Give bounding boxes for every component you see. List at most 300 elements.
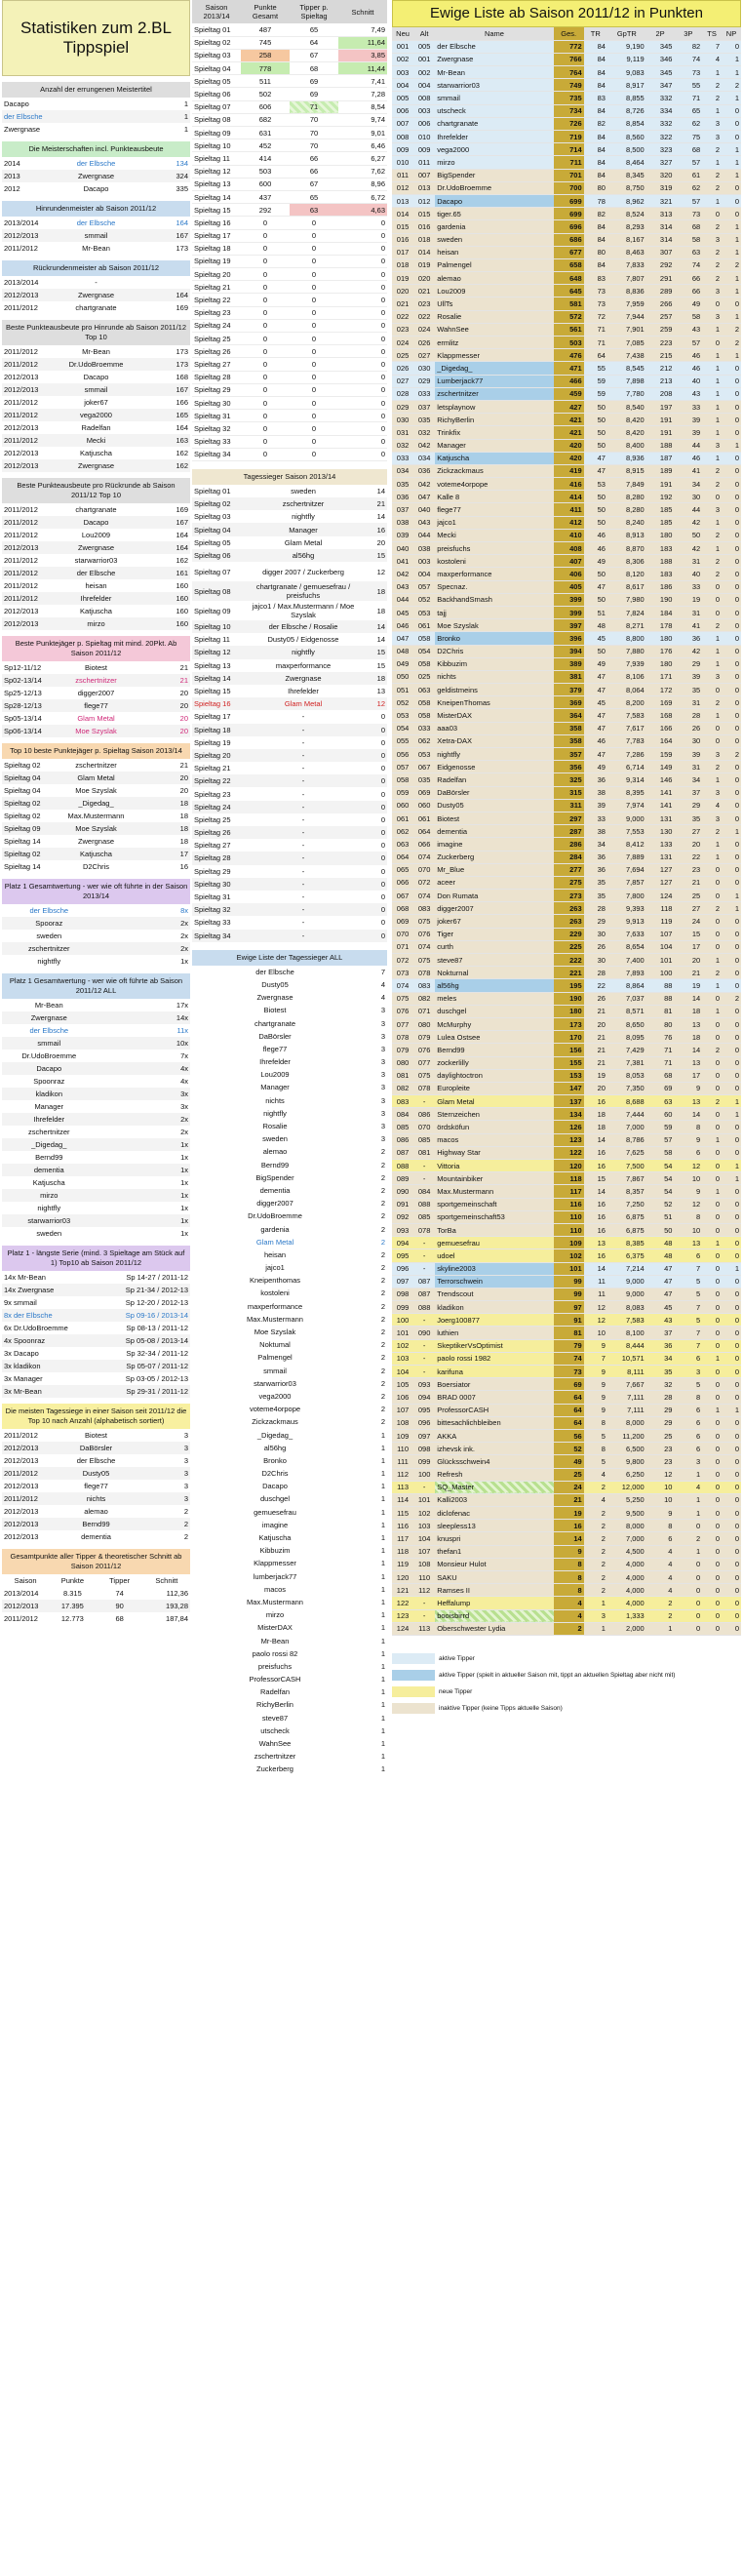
table-cell: 20	[179, 786, 188, 795]
player-name: gemuesefrau	[435, 1237, 554, 1249]
table-cell: 73	[584, 285, 607, 297]
table-row	[192, 1081, 387, 1093]
table-cell: 7,28	[338, 88, 387, 100]
player-name: letsplaynow	[435, 400, 554, 413]
table-cell: 9	[584, 1339, 607, 1352]
table-cell: 14	[674, 992, 702, 1005]
table-cell: Spieltag 31	[194, 892, 231, 902]
table-cell: 0	[722, 838, 741, 851]
table-cell: Sp 29-31 / 2011-12	[97, 1385, 191, 1398]
table-cell: 2	[702, 246, 722, 258]
table-cell: 49	[554, 1455, 584, 1468]
player-name: imagine	[435, 838, 554, 851]
table-cell: 10	[646, 1493, 675, 1506]
player-name: ermlitz	[435, 337, 554, 349]
table-cell: 3	[702, 812, 722, 824]
table-row	[192, 878, 387, 891]
table-cell: Ihrefelder	[288, 687, 319, 696]
table-cell: Spieltag 28	[192, 852, 237, 864]
column-header: Alt	[413, 27, 435, 40]
table-cell: 0	[722, 1198, 741, 1210]
table-cell: 12	[370, 697, 387, 710]
table-cell: 9	[584, 1366, 607, 1378]
table-row	[192, 1171, 387, 1184]
table-row	[2, 217, 190, 229]
table-cell: 28	[584, 967, 607, 979]
table-cell: 081	[392, 1069, 413, 1082]
table-cell: 65	[674, 104, 702, 117]
table-cell: 4,000	[607, 1558, 646, 1570]
table-cell: 050	[392, 670, 413, 683]
table-cell: 39	[674, 414, 702, 426]
table-cell: steve87	[261, 1713, 289, 1723]
table-cell: 8	[646, 1520, 675, 1532]
player-name: Max.Mustermann	[435, 1185, 554, 1198]
table-cell: 019	[392, 272, 413, 285]
table-cell: 084	[392, 1108, 413, 1121]
player-name: Kibbuzim	[435, 657, 554, 670]
section-header: Platz 1 - längste Serie (mind. 3 Spieltage am Stück auf 1) Top10 ab Saison 2011/12	[2, 1246, 190, 1271]
table-cell: 3	[128, 1442, 190, 1454]
table-cell: 0	[722, 194, 741, 207]
table-cell: 97	[554, 1301, 584, 1314]
table-cell: 042	[413, 439, 435, 452]
table-row	[2, 1011, 190, 1024]
table-cell: 39	[674, 670, 702, 683]
table-cell: 0	[722, 529, 741, 541]
table-row	[392, 709, 741, 722]
table-cell: 064	[392, 851, 413, 863]
table-cell: Spieltag 10	[192, 139, 241, 152]
player-name: Zwergnase	[435, 53, 554, 65]
player-name: SAKU	[435, 1571, 554, 1584]
table-cell: 19	[584, 1069, 607, 1082]
table-row	[192, 410, 387, 422]
table-cell: 9,000	[607, 812, 646, 824]
table-row	[2, 1467, 190, 1480]
table-cell: -	[413, 1609, 435, 1622]
table-cell: 0	[241, 435, 290, 448]
table-cell: 7,429	[607, 1044, 646, 1056]
table-cell: 2	[380, 1314, 385, 1324]
table	[2, 503, 190, 630]
table-cell: 085	[392, 1121, 413, 1133]
table-cell: 11	[584, 1288, 607, 1300]
table-cell: Dr.UdoBroemme	[248, 1211, 302, 1221]
player-name: TorBa	[435, 1223, 554, 1236]
table-cell: 48	[646, 1249, 675, 1262]
table-cell: 4,000	[607, 1571, 646, 1584]
table-cell: 0	[702, 1520, 722, 1532]
table-cell: 0	[241, 383, 290, 396]
table-cell: 1	[702, 349, 722, 362]
table-cell: 1	[722, 285, 741, 297]
table-cell: 0	[722, 542, 741, 555]
table-cell: 3	[183, 1431, 188, 1440]
table-cell: Sp02-13/14	[2, 674, 64, 687]
table-row	[2, 1176, 190, 1189]
table-row	[2, 447, 190, 459]
table-cell: Spieltag 15	[192, 204, 241, 217]
table-cell: 1x	[180, 1153, 188, 1162]
table-cell: 0	[702, 1288, 722, 1300]
table-row	[392, 337, 741, 349]
table-cell: 10,571	[607, 1352, 646, 1365]
table-cell: 065	[392, 863, 413, 876]
table-cell: 0	[702, 1223, 722, 1236]
table-cell: 59	[646, 1121, 675, 1133]
table-cell: smmail	[2, 1037, 97, 1050]
table-cell: 325	[554, 773, 584, 786]
table-cell: 2012/2013	[4, 1532, 39, 1541]
table-row	[192, 1428, 387, 1441]
table-cell: 0	[702, 1160, 722, 1172]
table-cell: 0	[722, 1507, 741, 1520]
player-name: _Digedag_	[435, 362, 554, 375]
table-cell: 098	[413, 1443, 435, 1455]
table-cell: 714	[554, 143, 584, 156]
section-header: Hinrundenmeister ab Saison 2011/12	[2, 201, 190, 217]
table-cell: 0	[674, 1622, 702, 1635]
table-cell: 8,854	[607, 117, 646, 130]
table-row	[392, 194, 741, 207]
table-cell: 097	[413, 1429, 435, 1442]
table-cell: 7,849	[607, 478, 646, 491]
table-cell: 0	[370, 903, 387, 916]
table-cell: 0	[702, 915, 722, 928]
table-row	[192, 991, 387, 1004]
table-cell: 038	[413, 542, 435, 555]
table-row	[2, 170, 190, 182]
table-row	[392, 516, 741, 529]
player-name: tiger.65	[435, 208, 554, 220]
player-name: bittesachlichbleiben	[435, 1416, 554, 1429]
table-row	[192, 1222, 387, 1235]
table-cell: Spieltag 11	[192, 152, 241, 165]
table-cell: Max.Mustermann	[67, 812, 125, 820]
table-cell: 263	[554, 915, 584, 928]
table-cell: 9	[584, 1378, 607, 1391]
table-cell: 466	[554, 375, 584, 387]
table-cell: 0	[241, 371, 290, 383]
table-cell: 421	[554, 426, 584, 439]
table-cell: -	[237, 749, 370, 762]
table-cell: 7,214	[607, 1262, 646, 1275]
table-cell: 2	[128, 1518, 190, 1530]
table-cell: 087	[413, 1288, 435, 1300]
table-cell: chartgranate / gemuesefrau / preisfuchs	[237, 581, 370, 601]
table-cell: Spieltag 23	[194, 789, 231, 799]
section-header: Anzahl der errungenen Meistertitel	[2, 82, 190, 98]
table-row	[392, 1481, 741, 1493]
table-cell: 2011/2012	[4, 303, 38, 312]
table-cell: 47	[584, 709, 607, 722]
table-cell: 0	[722, 1237, 741, 1249]
table-cell: 118	[554, 1172, 584, 1185]
table-cell: 7,583	[607, 709, 646, 722]
table-cell: 21	[584, 1031, 607, 1044]
table-cell: 054	[392, 722, 413, 734]
table-cell: utscheck	[260, 1725, 290, 1735]
table-cell: 0	[290, 358, 338, 371]
table-cell: 001	[392, 40, 413, 53]
player-name: AKKA	[435, 1429, 554, 1442]
table-cell: 2011/2012	[4, 1431, 38, 1440]
table-cell: 156	[554, 1044, 584, 1056]
table-cell: -	[413, 1172, 435, 1185]
table-cell: 356	[554, 761, 584, 773]
table-cell: 16	[179, 862, 188, 871]
table-cell: 0	[722, 452, 741, 464]
table-cell: 0	[722, 709, 741, 722]
table-cell: -	[237, 930, 370, 942]
table-cell: 032	[413, 426, 435, 439]
table-cell: 8,064	[607, 684, 646, 696]
table-row	[2, 835, 190, 848]
table-cell: 0	[702, 1455, 722, 1468]
table-cell: 100	[413, 1468, 435, 1481]
table-cell: 8,915	[607, 464, 646, 477]
table-cell: 0	[702, 580, 722, 593]
player-name: flege77	[435, 503, 554, 516]
table-cell: 164	[176, 531, 188, 539]
player-name: zockerlilly	[435, 1056, 554, 1069]
table-cell: 1	[380, 1700, 385, 1710]
table-cell: 74	[554, 1352, 584, 1365]
table-row	[392, 233, 741, 246]
table-row	[192, 204, 387, 217]
table-cell: 095	[392, 1249, 413, 1262]
table-cell: 19	[674, 979, 702, 992]
table-cell: 0	[722, 362, 741, 375]
table-cell: 0	[241, 448, 290, 460]
table-cell: 2011/2012	[4, 244, 38, 253]
table-cell: Spieltag 17	[194, 712, 231, 722]
table-cell: 50	[646, 1223, 675, 1236]
player-name: Ramses II	[435, 1584, 554, 1597]
table-cell: 2	[380, 1417, 385, 1427]
table-cell: 077	[413, 1056, 435, 1069]
table-cell: 1	[380, 1507, 385, 1517]
table-cell: Spieltag 05	[194, 537, 231, 547]
table-cell: Dusty05 / Eidgenosse	[267, 635, 339, 645]
table-cell: 1	[722, 246, 741, 258]
table-cell: -	[237, 878, 370, 891]
table-cell: 0	[338, 371, 387, 383]
table	[2, 759, 190, 873]
table-cell: 1	[702, 66, 722, 79]
table-cell: 22	[674, 851, 702, 863]
table-cell: zschertnitzer	[254, 1752, 296, 1762]
table-cell: 699	[554, 194, 584, 207]
table-cell: Spoonraz	[33, 1077, 65, 1086]
table-cell: 63	[674, 246, 702, 258]
table-cell: 72	[584, 310, 607, 323]
table-cell: starwarrior03	[74, 556, 118, 565]
table-cell: 2012/2013	[2, 459, 64, 472]
table-cell: vega2000	[258, 1391, 292, 1401]
table-cell: Dusty05	[261, 979, 289, 989]
table-cell: 1	[702, 645, 722, 657]
table-cell: duschgel	[259, 1494, 291, 1504]
table-cell: Spieltag 25	[192, 333, 241, 345]
table-row	[392, 1146, 741, 1159]
table-cell: 2	[380, 1224, 385, 1234]
player-name: UllTs	[435, 297, 554, 310]
table-cell: 8,357	[607, 1185, 646, 1198]
table-cell: 23	[646, 1443, 675, 1455]
table-cell: 110	[554, 1210, 584, 1223]
table-cell: 24	[674, 915, 702, 928]
table-cell: 056	[392, 748, 413, 761]
table-cell: 0	[722, 1416, 741, 1429]
table-cell: 21	[179, 663, 188, 672]
table-cell: Spieltag 22	[192, 294, 241, 306]
table-row	[2, 276, 190, 289]
table-cell: 2	[380, 1391, 385, 1401]
table-cell: 068	[392, 902, 413, 915]
table-cell: 1	[702, 104, 722, 117]
table-cell: 39	[674, 748, 702, 761]
table-cell: 006	[392, 104, 413, 117]
table-cell: 682	[241, 113, 290, 126]
table-cell: lumberjack77	[253, 1571, 297, 1581]
table-cell: 14	[376, 486, 385, 495]
table-cell: Spieltag 27	[192, 358, 241, 371]
table-cell: 2011/2012	[4, 347, 38, 356]
table-cell: 47	[584, 452, 607, 464]
table-row	[2, 98, 190, 110]
table-cell: 027	[413, 349, 435, 362]
table-cell: 2	[702, 761, 722, 773]
table-cell: 1	[722, 902, 741, 915]
table-row	[192, 672, 387, 685]
table-cell: 735	[554, 92, 584, 104]
table-cell: 90	[97, 1600, 143, 1612]
table-row	[192, 916, 387, 929]
table-cell: 71	[290, 100, 338, 113]
table-row	[192, 1570, 387, 1583]
table-cell: 188	[646, 555, 675, 568]
table-cell: 20	[128, 772, 190, 784]
table-cell: 1	[702, 1404, 722, 1416]
table-cell: 0	[338, 242, 387, 255]
table-cell: 3	[702, 670, 722, 683]
table-cell: Zwergnase	[64, 541, 127, 554]
table-row	[192, 358, 387, 371]
player-name: heisan	[435, 246, 554, 258]
table-cell: 187	[646, 452, 675, 464]
table-cell: 130	[646, 825, 675, 838]
table-cell: 42	[674, 516, 702, 529]
table-row	[392, 825, 741, 838]
table-cell: 18	[674, 1031, 702, 1044]
player-name: preisfuchs	[435, 542, 554, 555]
table-cell: 8,917	[607, 79, 646, 92]
player-name: RichyBerlin	[435, 414, 554, 426]
table-cell: 46	[674, 349, 702, 362]
table-row	[2, 1442, 190, 1454]
table-cell: 0	[722, 799, 741, 812]
table-cell: 2	[380, 1237, 385, 1247]
table-cell: 108	[413, 1558, 435, 1570]
table	[2, 1271, 190, 1398]
table-cell: 109	[392, 1429, 413, 1442]
table-row	[392, 1429, 741, 1442]
table-cell: 2	[722, 323, 741, 336]
table-cell: Dr.UdoBroemme	[21, 1051, 77, 1060]
table-cell: 0	[702, 734, 722, 747]
table-cell: 13	[674, 1237, 702, 1249]
table-cell: 165	[128, 409, 190, 421]
table-cell: Glam Metal	[284, 537, 323, 547]
table-cell: der Elbsche	[76, 159, 116, 168]
table-cell: 7	[584, 1352, 607, 1365]
legend-label: inaktive Tipper (keine Tipps aktuelle Saison)	[439, 1704, 563, 1712]
table-cell: 69	[646, 1082, 675, 1094]
table-row	[392, 1095, 741, 1108]
table-cell: 15	[674, 928, 702, 940]
table-cell: 2	[584, 1481, 607, 1493]
table-cell: 7,880	[607, 645, 646, 657]
table-cell: 071	[392, 940, 413, 953]
table-cell: 8x der Elbsche	[2, 1309, 97, 1322]
table-row	[192, 1506, 387, 1519]
table-cell: dementia	[2, 1164, 97, 1176]
table-cell: 3	[702, 233, 722, 246]
table-cell: 84	[584, 131, 607, 143]
table-cell: 052	[413, 593, 435, 606]
table-cell: 178	[646, 619, 675, 632]
table-row	[2, 1518, 190, 1530]
table-cell: 1	[702, 1237, 722, 1249]
table-cell: 1	[674, 1493, 702, 1506]
table-cell: 658	[554, 258, 584, 271]
table-cell: 0	[722, 1571, 741, 1584]
table-cell: 2	[380, 1263, 385, 1273]
table-cell: 8,571	[607, 1005, 646, 1017]
table-row	[192, 966, 387, 978]
table-cell: 0	[722, 1327, 741, 1339]
table-cell: 6,250	[607, 1468, 646, 1481]
table-cell: 701	[554, 169, 584, 181]
table-cell: 407	[554, 555, 584, 568]
table-cell: 1	[702, 1005, 722, 1017]
table-cell: 2011/2012	[2, 567, 64, 579]
table-cell: 2	[702, 568, 722, 580]
column-header: Schnitt	[155, 1576, 178, 1585]
table-cell: 0	[290, 217, 338, 229]
table-cell: 0	[702, 593, 722, 606]
table-cell: 215	[646, 349, 675, 362]
table-cell: 035	[413, 773, 435, 786]
table-cell: 0	[380, 712, 385, 722]
table-cell: 061	[413, 812, 435, 824]
table-cell: Spieltag 30	[192, 878, 237, 891]
table-cell: 57	[674, 337, 702, 349]
table-cell: 9	[674, 1185, 702, 1198]
season-table	[192, 0, 387, 461]
player-name: Ihrefelder	[435, 131, 554, 143]
table-cell: 73	[674, 208, 702, 220]
table-cell: sweden	[36, 1229, 62, 1238]
table-cell: 2x	[97, 942, 191, 955]
table-cell: 8,280	[607, 503, 646, 516]
table-cell: 0	[370, 801, 387, 813]
table-cell: 16	[584, 1210, 607, 1223]
table-cell: 062	[413, 734, 435, 747]
table-cell: 0	[380, 892, 385, 902]
